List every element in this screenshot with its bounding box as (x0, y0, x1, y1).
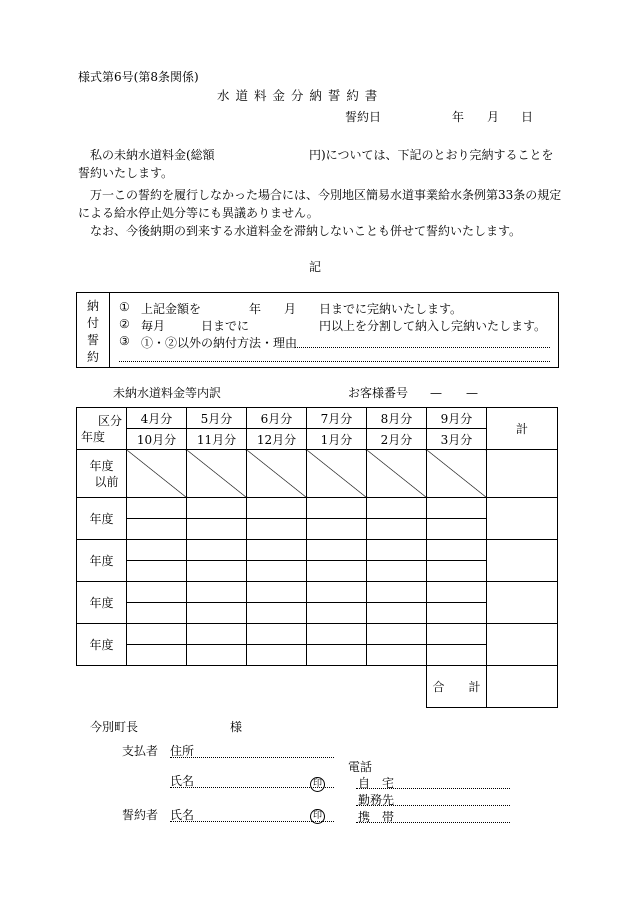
amount-cell[interactable] (367, 582, 427, 603)
prior-total-cell[interactable] (487, 450, 558, 498)
body-p2-line2: による給水停止処分等にも異議ありません。 (78, 206, 319, 220)
amount-cell[interactable] (367, 498, 427, 519)
amount-cell[interactable] (307, 603, 367, 624)
amount-cell[interactable] (427, 645, 487, 666)
amount-cell[interactable] (307, 519, 367, 540)
box-divider (109, 293, 110, 367)
amount-cell[interactable] (427, 603, 487, 624)
amount-cell[interactable] (427, 519, 487, 540)
pledger-name-label: 氏名 (170, 808, 195, 822)
pledger-name-line[interactable] (170, 821, 334, 822)
sama-label: 様 (230, 720, 243, 734)
amount-cell[interactable] (427, 540, 487, 561)
option1-number: ① (119, 300, 130, 314)
option3-text-a: ①・②以外の納付方法・理由 (141, 336, 298, 350)
month-header-bottom: 10月分 (127, 429, 187, 450)
month-header-top: 4月分 (127, 408, 187, 429)
phone-mobile-label: 携 帯 (358, 810, 395, 824)
amount-cell[interactable] (187, 519, 247, 540)
amount-cell[interactable] (187, 645, 247, 666)
corner-label-bottom: 年度 (81, 430, 106, 444)
payment-pledge-box (76, 292, 559, 368)
amount-cell[interactable] (187, 582, 247, 603)
amount-cell[interactable] (247, 540, 307, 561)
document-title: 水 道 料 金 分 納 誓 約 書 (217, 88, 379, 103)
prior-cell-diagonal (367, 450, 427, 498)
body-p1-start: 私の未納水道料金(総額 (90, 148, 215, 162)
address-line[interactable] (170, 757, 334, 758)
amount-cell[interactable] (307, 561, 367, 582)
grand-total-cell[interactable] (487, 666, 558, 708)
side-label-4: 約 (87, 350, 100, 364)
customer-number-label: お客様番号 (348, 386, 409, 400)
prior-cell-diagonal (127, 450, 187, 498)
amount-cell[interactable] (127, 582, 187, 603)
row-label-year: 年度 (77, 540, 127, 582)
option3-reason-line[interactable] (295, 347, 550, 348)
prior-cell-diagonal (247, 450, 307, 498)
payer-name-label: 氏名 (170, 774, 195, 788)
form-number: 様式第6号(第8条関係) (78, 70, 199, 84)
ki-heading: 記 (309, 260, 322, 274)
option2-number: ② (119, 317, 130, 331)
month-header-bottom: 1月分 (307, 429, 367, 450)
date-year-label: 年 (452, 110, 465, 124)
pledger-seal-icon: 印 (310, 809, 325, 824)
year-total-cell[interactable] (487, 624, 558, 666)
body-p2-line1: 万一この誓約を履行しなかった場合には、今別地区簡易水道事業給水条例第33条の規定 (90, 188, 562, 202)
table-corner-cell (77, 408, 127, 450)
breakdown-title: 未納水道料金等内訳 (113, 386, 222, 400)
amount-cell[interactable] (187, 603, 247, 624)
amount-cell[interactable] (247, 498, 307, 519)
amount-cell[interactable] (367, 645, 427, 666)
amount-cell[interactable] (127, 498, 187, 519)
amount-cell[interactable] (127, 519, 187, 540)
option3-number: ③ (119, 334, 130, 348)
prior-cell-diagonal (307, 450, 367, 498)
amount-cell[interactable] (247, 561, 307, 582)
row-label-prior (77, 450, 127, 498)
amount-cell[interactable] (187, 624, 247, 645)
side-label-2: 付 (87, 316, 100, 330)
corner-label-top: 区分 (97, 414, 122, 428)
amount-cell[interactable] (247, 603, 307, 624)
amount-cell[interactable] (187, 540, 247, 561)
option2-text-a: 毎月 (141, 319, 166, 333)
row-label-year: 年度 (77, 582, 127, 624)
amount-cell[interactable] (367, 603, 427, 624)
amount-cell[interactable] (427, 561, 487, 582)
amount-cell[interactable] (427, 582, 487, 603)
phone-mobile-line[interactable] (356, 822, 510, 823)
amount-cell[interactable] (367, 561, 427, 582)
amount-cell[interactable] (247, 645, 307, 666)
pledge-date-label: 誓約日 (345, 110, 382, 124)
amount-cell[interactable] (247, 519, 307, 540)
option1-text-d: 日までに完納いたします。 (319, 302, 463, 316)
year-total-cell[interactable] (487, 540, 558, 582)
option2-text-c: 円以上を分割して納入し完納いたします。 (319, 319, 547, 333)
month-header-bottom: 2月分 (367, 429, 427, 450)
amount-cell[interactable] (307, 540, 367, 561)
row-label-prior-line1: 年度 (89, 458, 114, 473)
pledger-label: 誓約者 (122, 808, 159, 822)
option2-text-b: 日までに (201, 319, 250, 333)
date-day-label: 日 (521, 110, 534, 124)
amount-cell[interactable] (307, 624, 367, 645)
prior-cell-diagonal (187, 450, 247, 498)
amount-cell[interactable] (127, 561, 187, 582)
amount-cell[interactable] (307, 645, 367, 666)
payer-label: 支払者 (122, 744, 159, 758)
amount-cell[interactable] (427, 498, 487, 519)
amount-cell[interactable] (307, 498, 367, 519)
option1-year: 年 (249, 302, 262, 316)
phone-home-line[interactable] (356, 788, 510, 789)
blank-area (77, 666, 427, 708)
amount-cell[interactable] (127, 540, 187, 561)
amount-cell[interactable] (187, 561, 247, 582)
amount-cell[interactable] (367, 540, 427, 561)
total-header: 計 (487, 408, 558, 450)
amount-cell[interactable] (127, 645, 187, 666)
customer-number-separator: — — (430, 386, 479, 400)
payer-seal-icon: 印 (310, 777, 325, 792)
row-label-year: 年度 (77, 498, 127, 540)
payer-name-line[interactable] (170, 787, 334, 788)
arrears-table (76, 407, 558, 708)
amount-cell[interactable] (307, 582, 367, 603)
year-total-cell[interactable] (487, 498, 558, 540)
phone-home-label: 自 宅 (358, 776, 395, 790)
row-label-prior-line2: 以前 (94, 474, 119, 489)
mayor-label: 今別町長 (90, 720, 139, 734)
month-header-bottom: 12月分 (247, 429, 307, 450)
amount-cell[interactable] (127, 624, 187, 645)
month-header-top: 6月分 (247, 408, 307, 429)
body-p1-end: 誓約いたします。 (78, 166, 174, 180)
body-p1-mid: 円)については、下記のとおり完納することを (309, 148, 554, 162)
grand-total-label: 合 計 (427, 666, 487, 708)
side-label-3: 誓 (87, 333, 100, 347)
phone-label: 電話 (348, 760, 373, 774)
month-header-bottom: 3月分 (427, 429, 487, 450)
side-label-1: 納 (87, 299, 100, 313)
payer-seal-wrap (310, 771, 325, 792)
amount-cell[interactable] (247, 624, 307, 645)
address-label: 住所 (170, 744, 195, 758)
amount-cell[interactable] (187, 498, 247, 519)
amount-cell[interactable] (127, 603, 187, 624)
phone-work-line[interactable] (356, 805, 510, 806)
month-header-bottom: 11月分 (187, 429, 247, 450)
date-month-label: 月 (487, 110, 500, 124)
body-p3: なお、今後納期の到来する水道料金を滞納しないことも併せて誓約いたします。 (90, 224, 522, 238)
phone-work-label: 勤務先 (358, 793, 395, 807)
option1-month: 月 (284, 302, 297, 316)
month-header-top: 8月分 (367, 408, 427, 429)
month-header-top: 9月分 (427, 408, 487, 429)
amount-cell[interactable] (367, 624, 427, 645)
prior-cell-diagonal (427, 450, 487, 498)
year-total-cell[interactable] (487, 582, 558, 624)
option1-text-a: 上記金額を (141, 302, 202, 316)
amount-cell[interactable] (247, 582, 307, 603)
row-label-year: 年度 (77, 624, 127, 666)
amount-cell[interactable] (427, 624, 487, 645)
month-header-top: 7月分 (307, 408, 367, 429)
month-header-top: 5月分 (187, 408, 247, 429)
option3-reason-line-2[interactable] (119, 361, 550, 362)
amount-cell[interactable] (367, 519, 427, 540)
